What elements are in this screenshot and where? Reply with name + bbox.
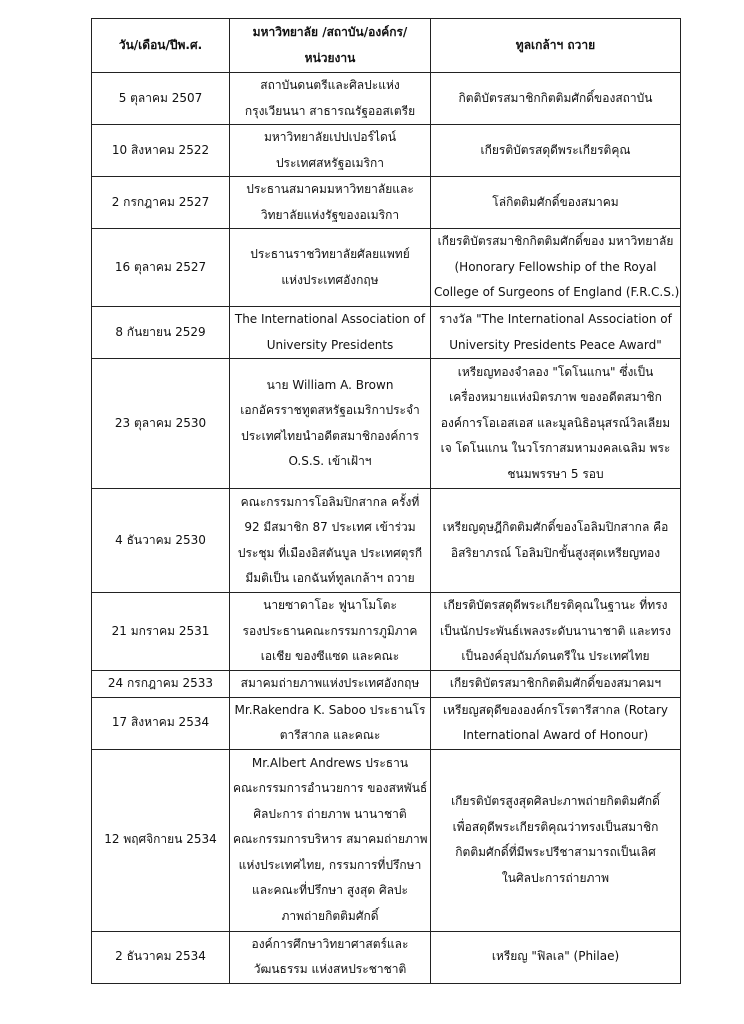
institution-line: คณะกรรมการโอลิมปิกสากล ครั้งที่ <box>240 494 420 509</box>
award-line: เหรียญ "ฟิลเล" (Philae) <box>491 949 620 964</box>
award-line: เครื่องหมายแห่งมิตรภาพ ของอดีตสมาชิก <box>449 390 662 405</box>
table-row <box>92 931 681 983</box>
header-date: วัน/เดือน/ปีพ.ศ. <box>92 19 230 73</box>
institution-line: Mr.Albert Andrews ประธาน <box>251 755 409 770</box>
header-presented: ทูลเกล้าฯ ถวาย <box>431 19 681 73</box>
table-row <box>92 489 681 593</box>
institution-line: ประธานสมาคมมหาวิทยาลัยและ <box>246 182 414 196</box>
award-line: University Presidents Peace Award" <box>449 337 662 352</box>
award-cell <box>431 749 681 931</box>
date-cell: 4 ธันวาคม 2530 <box>92 489 230 593</box>
award-cell <box>431 697 681 749</box>
institution-cell <box>230 749 431 931</box>
institution-line: และคณะที่ปรึกษา สูงสุด ศิลปะ <box>252 883 408 898</box>
header-institution-line2: หน่วยงาน <box>304 50 356 65</box>
institution-cell <box>230 229 431 307</box>
institution-cell <box>230 671 431 698</box>
date-cell: 21 มกราคม 2531 <box>92 593 230 671</box>
award-cell <box>431 177 681 229</box>
institution-line: วัฒนธรรม แห่งสหประชาชาติ <box>253 962 407 976</box>
institution-line: ตารีสากล และคณะ <box>279 728 381 742</box>
award-line: เกียรติบัตรสดุดีพระเกียรติคุณในฐานะ ที่ทรง <box>443 598 668 613</box>
institution-line: Mr.Rakendra K. Saboo ประธานโร <box>234 702 426 717</box>
institution-line: สถาบันดนตรีและศิลปะแห่ง <box>260 78 400 92</box>
institution-cell <box>230 177 431 229</box>
institution-line: University Presidents <box>266 337 394 352</box>
award-cell <box>431 125 681 177</box>
table-row <box>92 125 681 177</box>
award-line: เป็นองค์อุปถัมภ์ดนตรีใน ประเทศไทย <box>461 649 650 664</box>
award-line: รางวัล "The International Association of <box>439 312 672 326</box>
award-cell <box>431 593 681 671</box>
date-cell: 24 กรกฎาคม 2533 <box>92 671 230 698</box>
award-cell <box>431 359 681 489</box>
institution-line: ประชุม ที่เมืองอิสตันบูล ประเทศตุรกี <box>237 545 423 560</box>
award-line: องค์การโอเอสเอส และมูลนิธิอนุสรณ์วิลเลียม <box>440 415 671 430</box>
award-line: เกียรติบัตรสดุดีพระเกียรติคุณ <box>480 142 631 157</box>
institution-line: กรุงเวียนนา สาธารณรัฐออสเตรีย <box>244 103 416 118</box>
award-cell <box>431 671 681 698</box>
institution-line: นาย William A. Brown <box>266 377 394 392</box>
header-institution-line1: มหาวิทยาลัย /สถาบัน/องค์กร/ <box>252 25 408 39</box>
header-institution <box>230 19 431 73</box>
institution-line: สมาคมถ่ายภาพแห่งประเทศอังกฤษ <box>240 676 420 690</box>
institution-cell <box>230 359 431 489</box>
award-line: เหรียญสดุดีขององค์กรโรตารีสากล (Rotary <box>443 702 668 717</box>
institution-line: O.S.S. เข้าเฝ้าฯ <box>288 454 372 468</box>
institution-cell <box>230 593 431 671</box>
award-cell <box>431 73 681 125</box>
institution-line: แห่งประเทศอังกฤษ <box>281 272 379 287</box>
award-cell <box>431 931 681 983</box>
institution-cell <box>230 931 431 983</box>
table-row <box>92 359 681 489</box>
institution-line: นายซาดาโอะ ฟูนาโมโตะ <box>263 598 397 613</box>
award-line: เกียรติบัตรสมาชิกกิตติมศักดิ์ของสมาคมฯ <box>449 676 662 690</box>
date-cell: 17 สิงหาคม 2534 <box>92 697 230 749</box>
institution-line: วิทยาลัยแห่งรัฐของอเมริกา <box>260 207 400 222</box>
date-cell: 16 ตุลาคม 2527 <box>92 229 230 307</box>
institution-line: The International Association of <box>234 312 426 326</box>
table-row <box>92 229 681 307</box>
table-row <box>92 73 681 125</box>
institution-line: องค์การศึกษาวิทยาศาสตร์และ <box>251 936 409 951</box>
date-cell: 8 กันยายน 2529 <box>92 307 230 359</box>
table-row <box>92 593 681 671</box>
date-cell: 5 ตุลาคม 2507 <box>92 73 230 125</box>
institution-line: เอกอัครราชทูตสหรัฐอเมริกาประจำ <box>240 403 420 417</box>
award-line: เหรียญทองจำลอง "โดโนแกน" ซึ่งเป็น <box>457 364 654 379</box>
date-cell: 23 ตุลาคม 2530 <box>92 359 230 489</box>
table-row <box>92 671 681 698</box>
award-line: ชนมพรรษา 5 รอบ <box>507 466 604 481</box>
institution-line: รองประธานคณะกรรมการภูมิภาค <box>242 623 418 638</box>
institution-line: คณะกรรมการอำนวยการ ของสหพันธ์ <box>233 781 428 796</box>
institution-line: แห่งประเทศไทย, กรรมการที่ปรึกษา <box>238 857 422 872</box>
header-row <box>92 19 681 73</box>
award-line: เป็นนักประพันธ์เพลงระดับนานาชาติ และทรง <box>440 623 671 638</box>
award-cell <box>431 229 681 307</box>
date-cell: 10 สิงหาคม 2522 <box>92 125 230 177</box>
award-line: กิตติมศักดิ์ที่มีพระปรีชาสามารถเป็นเลิศ <box>455 845 656 859</box>
award-line: เกียรติบัตรสูงสุดศิลปะภาพถ่ายกิตติมศักดิ์ <box>451 794 660 808</box>
table-body <box>92 73 681 984</box>
honors-table <box>91 18 681 984</box>
date-cell: 12 พฤศจิกายน 2534 <box>92 749 230 931</box>
table-row <box>92 749 681 931</box>
award-line: ในศิลปะการถ่ายภาพ <box>501 870 610 885</box>
institution-cell <box>230 489 431 593</box>
award-cell <box>431 307 681 359</box>
institution-cell <box>230 73 431 125</box>
institution-line: ภาพถ่ายกิตติมศักดิ์ <box>281 908 379 923</box>
award-line: College of Surgeons of England (F.R.C.S.) <box>434 285 680 300</box>
institution-line: ประธานราชวิทยาลัยศัลยแพทย์ <box>250 247 410 261</box>
institution-line: ประเทศไทยนำอดีตสมาชิกองค์การ <box>241 428 419 443</box>
institution-line: ประเทศสหรัฐอเมริกา <box>275 155 385 170</box>
award-line: International Award of Honour) <box>462 728 649 742</box>
institution-line: มีมติเป็น เอกฉันท์ทูลเกล้าฯ ถวาย <box>245 571 415 585</box>
award-line: อิสริยาภรณ์ โอลิมปิกขั้นสูงสุดเหรียญทอง <box>450 545 661 560</box>
table-row <box>92 307 681 359</box>
institution-line: คณะกรรมการบริหาร สมาคมถ่ายภาพ <box>233 832 428 847</box>
institution-cell <box>230 697 431 749</box>
institution-cell <box>230 307 431 359</box>
award-line: เพื่อสดุดีพระเกียรติคุณว่าทรงเป็นสมาชิก <box>452 819 659 834</box>
award-line: โล่กิตติมศักดิ์ของสมาคม <box>492 194 619 209</box>
award-line: เจ โดโนแกน ในวโรกาสมหามงคลเฉลิม พระ <box>440 441 671 456</box>
table-row <box>92 177 681 229</box>
award-line: เกียรติบัตรสมาชิกกิตติมศักดิ์ของ มหาวิทยาลัย <box>437 234 674 249</box>
award-line: (Honorary Fellowship of the Royal <box>454 259 657 274</box>
date-cell: 2 ธันวาคม 2534 <box>92 931 230 983</box>
institution-line: เอเชีย ของซีแซด และคณะ <box>260 649 400 664</box>
institution-line: ศิลปะการ ถ่ายภาพ นานาชาติ <box>253 806 407 821</box>
table-row <box>92 697 681 749</box>
award-line: เหรียญดุษฎีกิตติมศักดิ์ของโอลิมปิกสากล คือ <box>442 520 669 534</box>
institution-cell <box>230 125 431 177</box>
award-line: กิตติบัตรสมาชิกกิตติมศักดิ์ของสถาบัน <box>458 90 653 105</box>
award-cell <box>431 489 681 593</box>
date-cell: 2 กรกฎาคม 2527 <box>92 177 230 229</box>
institution-line: 92 มีสมาชิก 87 ประเทศ เข้าร่วม <box>244 520 416 534</box>
institution-line: มหาวิทยาลัยเปปเปอร์ไดน์ <box>263 130 397 144</box>
